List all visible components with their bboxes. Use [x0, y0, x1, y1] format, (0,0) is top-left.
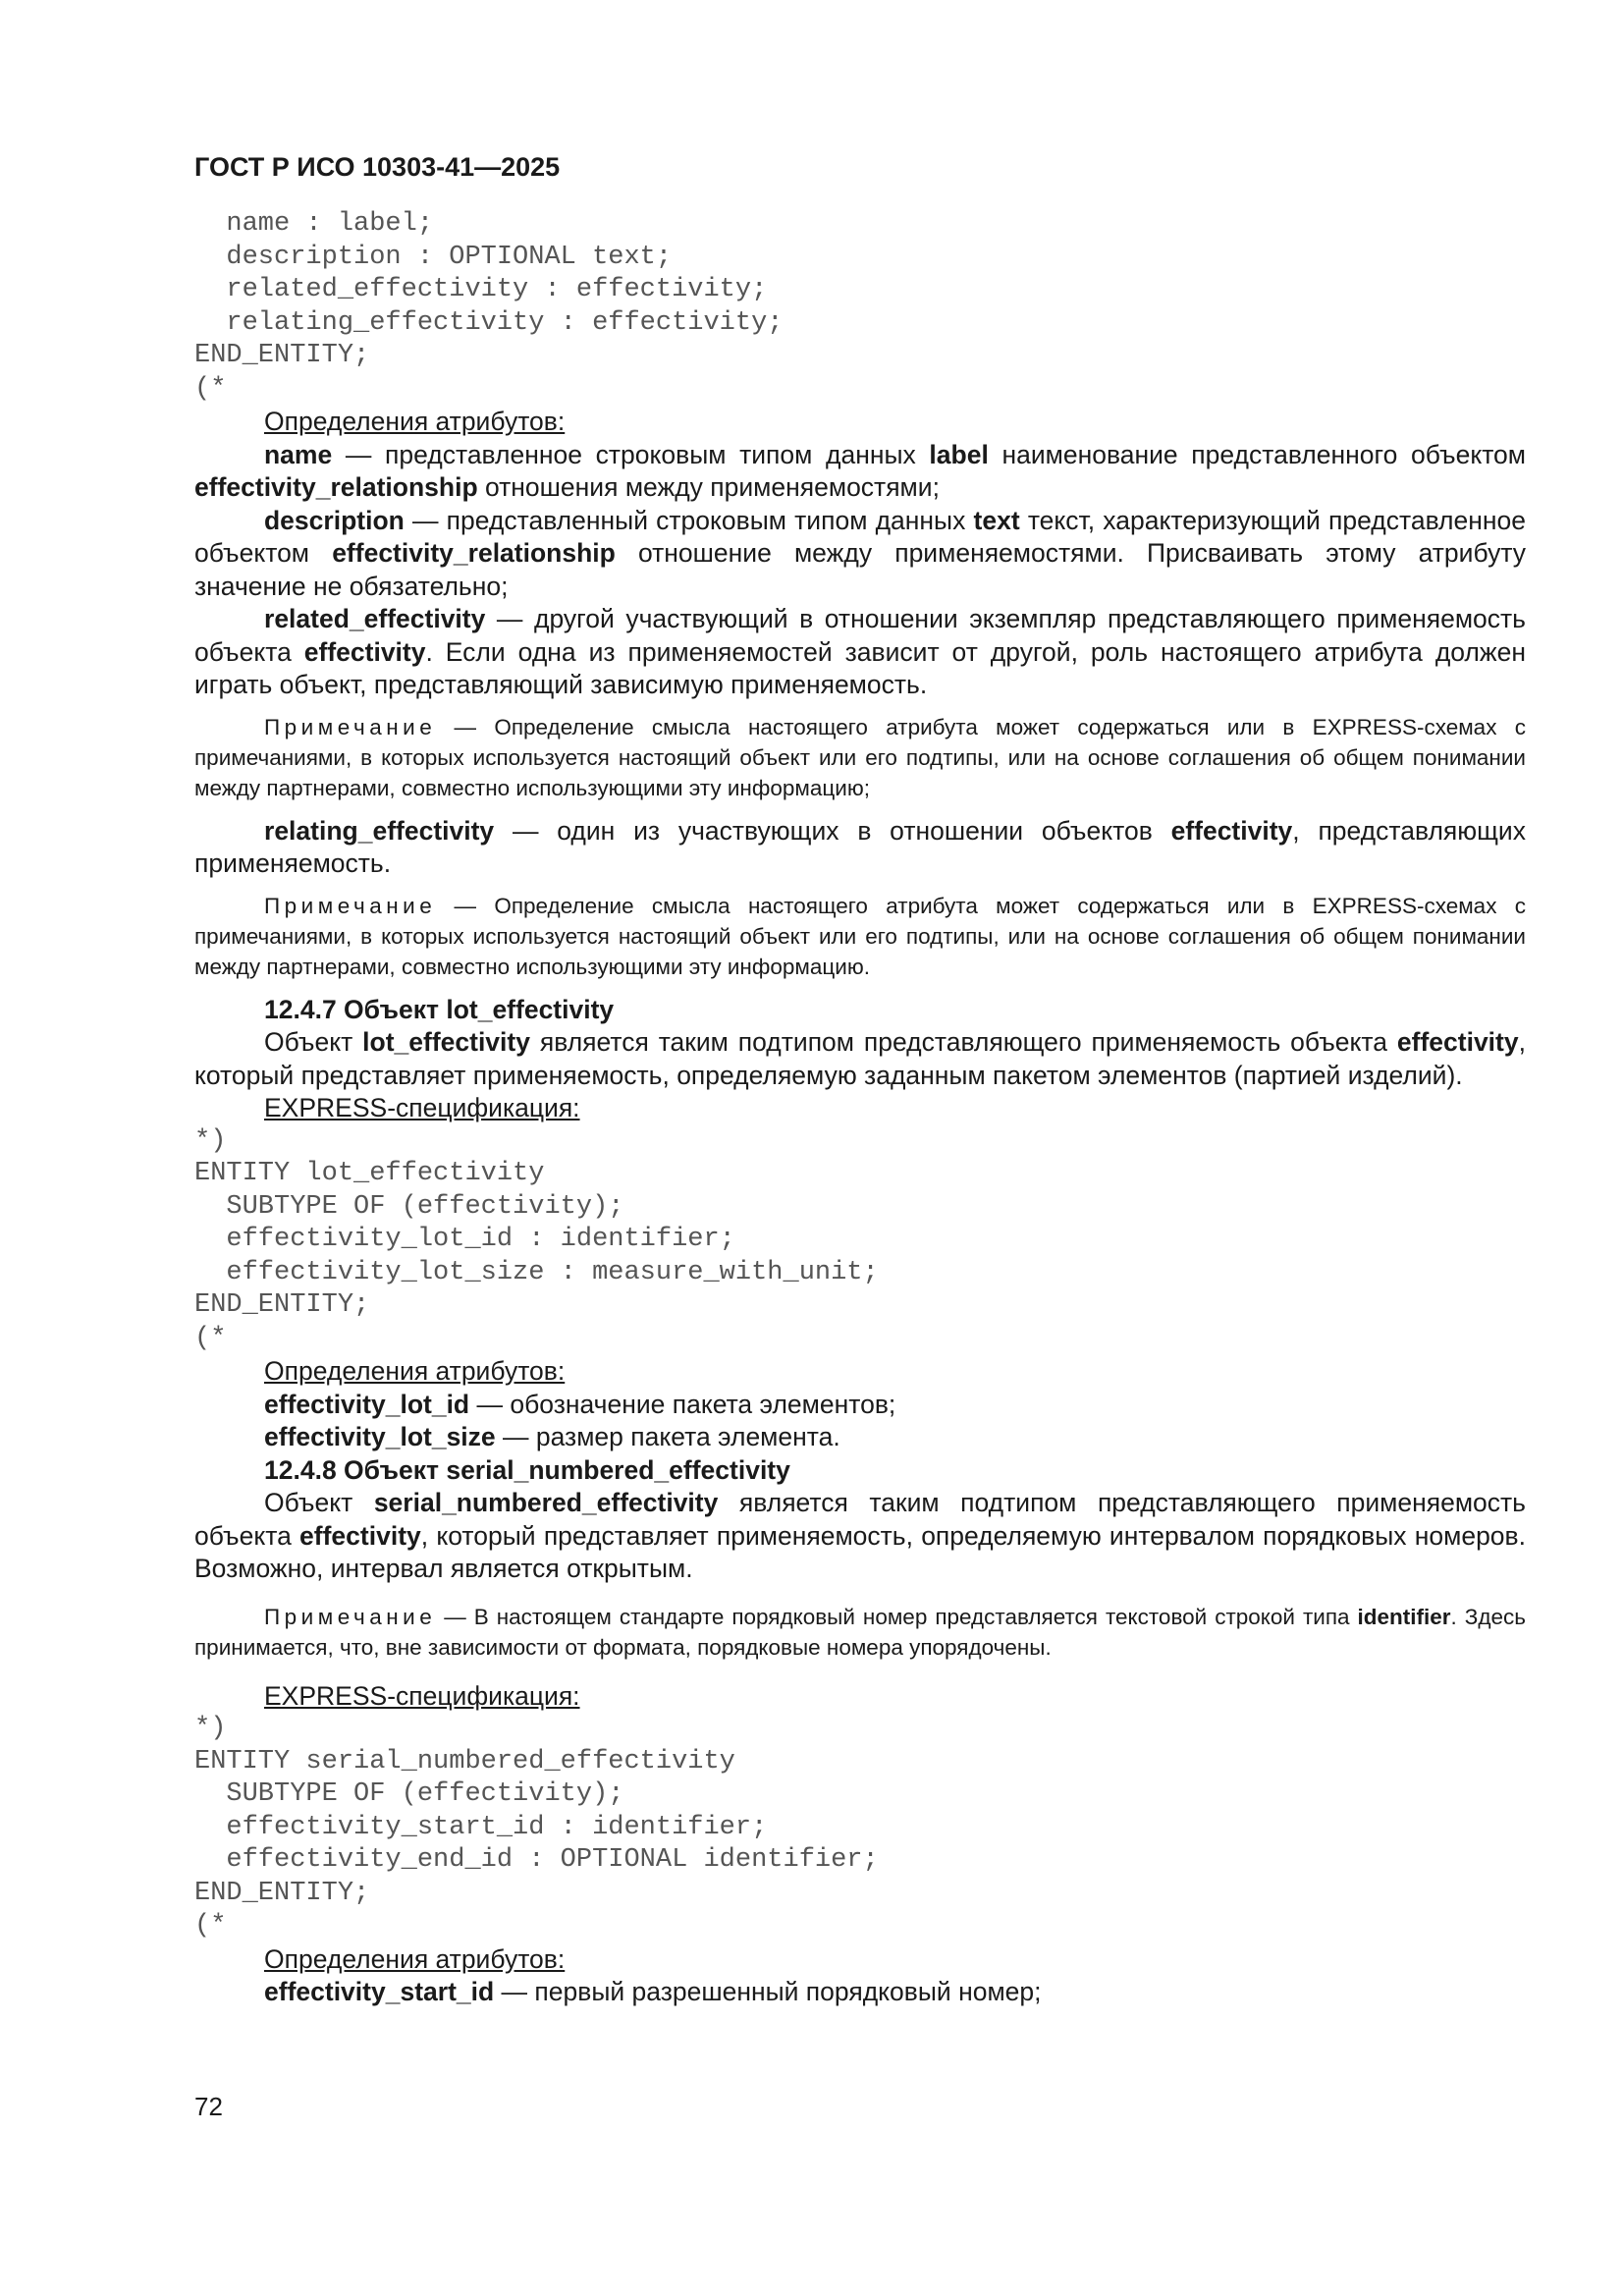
attributes-title: Определения атрибутов:	[264, 1356, 566, 1386]
text: текст, характеризующий представленное объектом	[194, 505, 1526, 568]
express-title: EXPRESS-спецификация:	[264, 1680, 580, 1711]
express-code-lot-effectivity: *) ENTITY lot_effectivity SUBTYPE OF (effectivity); effectivity_lot_id : identifier; effectivity_lot_size : measure_with_unit; END_ENTITY; (*	[194, 1125, 879, 1353]
note-related	[194, 712, 1526, 803]
text: наименование представленного объектом	[988, 439, 1527, 469]
text: — один из участвующих в отношении объектов	[494, 815, 1171, 846]
term: label	[929, 439, 989, 469]
text: Объект	[264, 1027, 363, 1057]
attribute-definition-relating	[194, 815, 1526, 881]
term: identifier	[1357, 1604, 1451, 1629]
term: effectivity	[303, 636, 426, 667]
text: — другой участвующий в отношении экземпляр представляющего применяемость объекта	[194, 604, 1526, 667]
text: — первый разрешенный порядковый номер;	[494, 1977, 1042, 2006]
term: lot_effectivity	[362, 1027, 530, 1057]
note-label: Примечание	[264, 714, 437, 739]
term: text	[973, 505, 1020, 535]
document-header: ГОСТ Р ИСО 10303-41—2025	[194, 152, 561, 182]
term: effectivity_relationship	[194, 472, 478, 502]
page-number: 72	[194, 2092, 223, 2121]
text: — размер пакета элемента.	[495, 1422, 840, 1451]
term: related_effectivity	[264, 604, 486, 633]
section-paragraph-12-4-8	[194, 1487, 1526, 1586]
note-text: . Здесь принимается, что, вне зависимости от формата, порядковые номера упорядочены.	[194, 1604, 1526, 1660]
text: — обозначение пакета элементов;	[469, 1389, 896, 1419]
term: relating_effectivity	[264, 815, 495, 846]
attribute-definition-related	[194, 603, 1526, 702]
text: — представленный строковым типом данных	[404, 505, 974, 535]
term: name	[264, 439, 333, 469]
attributes-heading	[194, 1943, 1526, 1977]
section-heading-12-4-7: 12.4.7 Объект lot_effectivity	[264, 994, 615, 1024]
note-relating	[194, 891, 1526, 982]
section-paragraph-12-4-7	[194, 1026, 1526, 1092]
express-code-block: name : label; description : OPTIONAL text; related_effectivity : effectivity; relating_effectivity : effectivity; END_ENTITY; (*	[194, 209, 784, 404]
page-content	[194, 137, 1526, 2009]
term: serial_numbered_effectivity	[373, 1488, 719, 1517]
text: — представленное строковым типом данных	[332, 439, 930, 469]
note-label: Примечание	[264, 1604, 437, 1629]
text: отношение между применяемостями. Присваивать этому атрибуту значение не обязательно;	[194, 538, 1527, 601]
attributes-title: Определения атрибутов:	[264, 1943, 566, 1974]
term: effectivity	[1396, 1027, 1519, 1057]
term: effectivity_start_id	[264, 1977, 495, 2006]
express-title: EXPRESS-спецификация:	[264, 1093, 580, 1122]
note-label: Примечание	[264, 893, 437, 918]
term: effectivity	[299, 1520, 421, 1551]
text: . Если одна из применяемостей зависит от другой, роль настоящего атрибута должен играть объект, представляющий зависимую применяемость.	[194, 636, 1526, 699]
section-heading-12-4-8: 12.4.8 Объект serial_numbered_effectivity	[264, 1454, 790, 1485]
note-serial	[194, 1602, 1526, 1663]
attribute-definition-name	[194, 439, 1526, 505]
term: description	[264, 505, 405, 535]
text: , который представляет применяемость, определяемую заданным пакетом элементов (партией изделий).	[194, 1027, 1526, 1090]
express-heading	[194, 1092, 1526, 1125]
text: является таким подтипом представляющего применяемость объекта	[529, 1027, 1397, 1057]
note-text: — Определение смысла настоящего атрибута может содержаться или в EXPRESS-схемах с примечаниями, в которых используется настоящий объект или его подтипы, или на основе соглашения об общем понимании между партнерами, совместно использующими эту информацию.	[194, 893, 1526, 979]
attribute-definition-lot-id	[194, 1389, 1526, 1422]
text: Объект	[264, 1488, 374, 1517]
text: является таким подтипом представляющего применяемость объекта	[194, 1488, 1526, 1551]
attribute-definition-lot-size	[194, 1421, 1526, 1454]
express-code-serial-effectivity: *) ENTITY serial_numbered_effectivity SUBTYPE OF (effectivity); effectivity_start_id : identifier; effectivity_end_id : OPTIONAL identifier; END_ENTITY; (*	[194, 1714, 879, 1941]
attributes-heading	[194, 406, 1526, 439]
term: effectivity_lot_size	[264, 1422, 496, 1451]
attribute-definition-start-id	[194, 1976, 1526, 2009]
express-heading	[194, 1680, 1526, 1714]
attributes-heading	[194, 1355, 1526, 1389]
text: отношения между применяемостями;	[477, 472, 940, 502]
note-text: — Определение смысла настоящего атрибута может содержаться или в EXPRESS-схемах с примечаниями, в которых используется настоящий объект или его подтипы, или на основе соглашения об общем понимании между партнерами, совместно использующими эту информацию;	[194, 714, 1526, 800]
term: effectivity	[1170, 815, 1293, 846]
attribute-definition-description	[194, 505, 1526, 604]
attributes-title: Определения атрибутов:	[264, 407, 566, 436]
term: effectivity_relationship	[332, 538, 616, 568]
term: effectivity_lot_id	[264, 1389, 470, 1419]
text: , который представляет применяемость, определяемую интервалом порядковых номеров. Возможно, интервал является открытым.	[194, 1520, 1526, 1583]
note-text: — В настоящем стандарте порядковый номер представляется текстовой строкой типа	[436, 1604, 1358, 1629]
text: , представляющих применяемость.	[194, 815, 1526, 878]
